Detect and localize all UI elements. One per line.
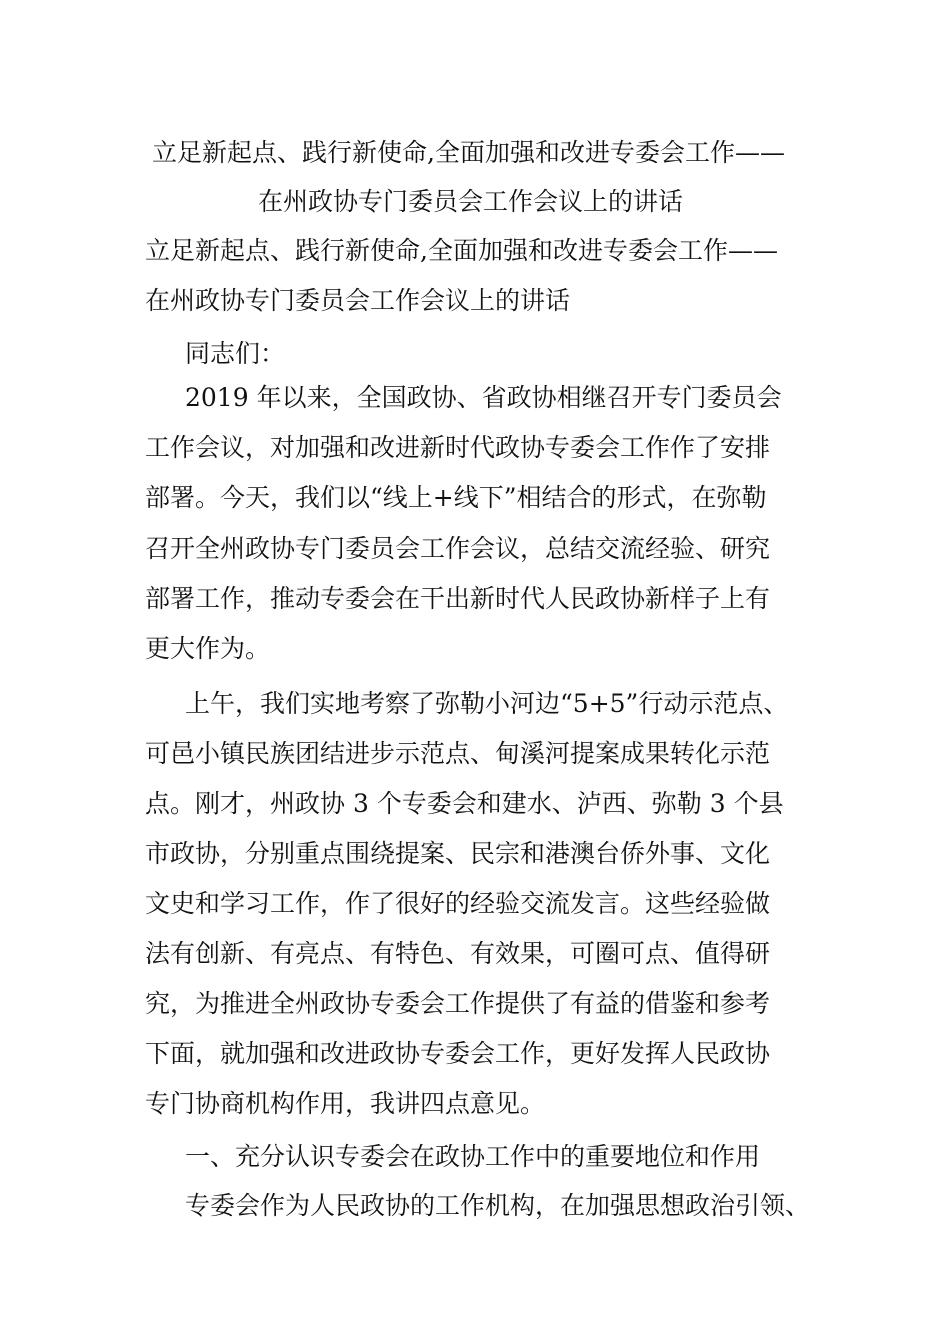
body-line: 在州政协专门委员会工作会议上的讲话 <box>145 286 571 315</box>
paragraph-2-line: 究，为推进全州政协专委会工作提供了有益的借鉴和参考 <box>145 989 771 1018</box>
paragraph-1-line: 2019 年以来，全国政协、省政协相继召开专门委员会 <box>185 383 782 412</box>
salutation: 同志们： <box>185 339 286 368</box>
paragraph-2-line: 点。刚才，州政协 3 个专委会和建水、泸西、弥勒 3 个县 <box>145 789 784 818</box>
paragraph-2-line: 文史和学习工作，作了很好的经验交流发言。这些经验做 <box>145 889 771 918</box>
paragraph-1-line: 部署。今天，我们以“线上+线下”相结合的形式，在弥勒 <box>145 483 767 512</box>
section-heading: 一、充分认识专委会在政协工作中的重要地位和作用 <box>185 1142 761 1171</box>
paragraph-2-line: 可邑小镇民族团结进步示范点、甸溪河提案成果转化示范 <box>145 739 771 768</box>
document-title-line-1: 立足新起点、践行新使命,全面加强和改进专委会工作—— <box>152 138 785 167</box>
paragraph-2-line: 专门协商机构作用，我讲四点意见。 <box>145 1089 546 1118</box>
paragraph-1-line: 更大作为。 <box>145 634 271 663</box>
paragraph-1-line: 工作会议，对加强和改进新时代政协专委会工作作了安排 <box>145 433 771 462</box>
document-title-line-2: 在州政协专门委员会工作会议上的讲话 <box>258 187 684 216</box>
paragraph-1-line: 召开全州政协专门委员会工作会议，总结交流经验、研究 <box>145 534 771 563</box>
paragraph-2-line: 下面，就加强和改进政协专委会工作，更好发挥人民政协 <box>145 1039 771 1068</box>
body-line: 立足新起点、践行新使命,全面加强和改进专委会工作—— <box>145 236 778 265</box>
paragraph-2-line: 上午，我们实地考察了弥勒小河边“5+5”行动示范点、 <box>185 689 789 718</box>
paragraph-2-line: 市政协，分别重点围绕提案、民宗和港澳台侨外事、文化 <box>145 839 771 868</box>
paragraph-1-line: 部署工作，推动专委会在干出新时代人民政协新样子上有 <box>145 584 771 613</box>
paragraph-3-line: 专委会作为人民政协的工作机构，在加强思想政治引领、 <box>185 1191 811 1220</box>
paragraph-2-line: 法有创新、有亮点、有特色、有效果，可圈可点、值得研 <box>145 939 771 968</box>
